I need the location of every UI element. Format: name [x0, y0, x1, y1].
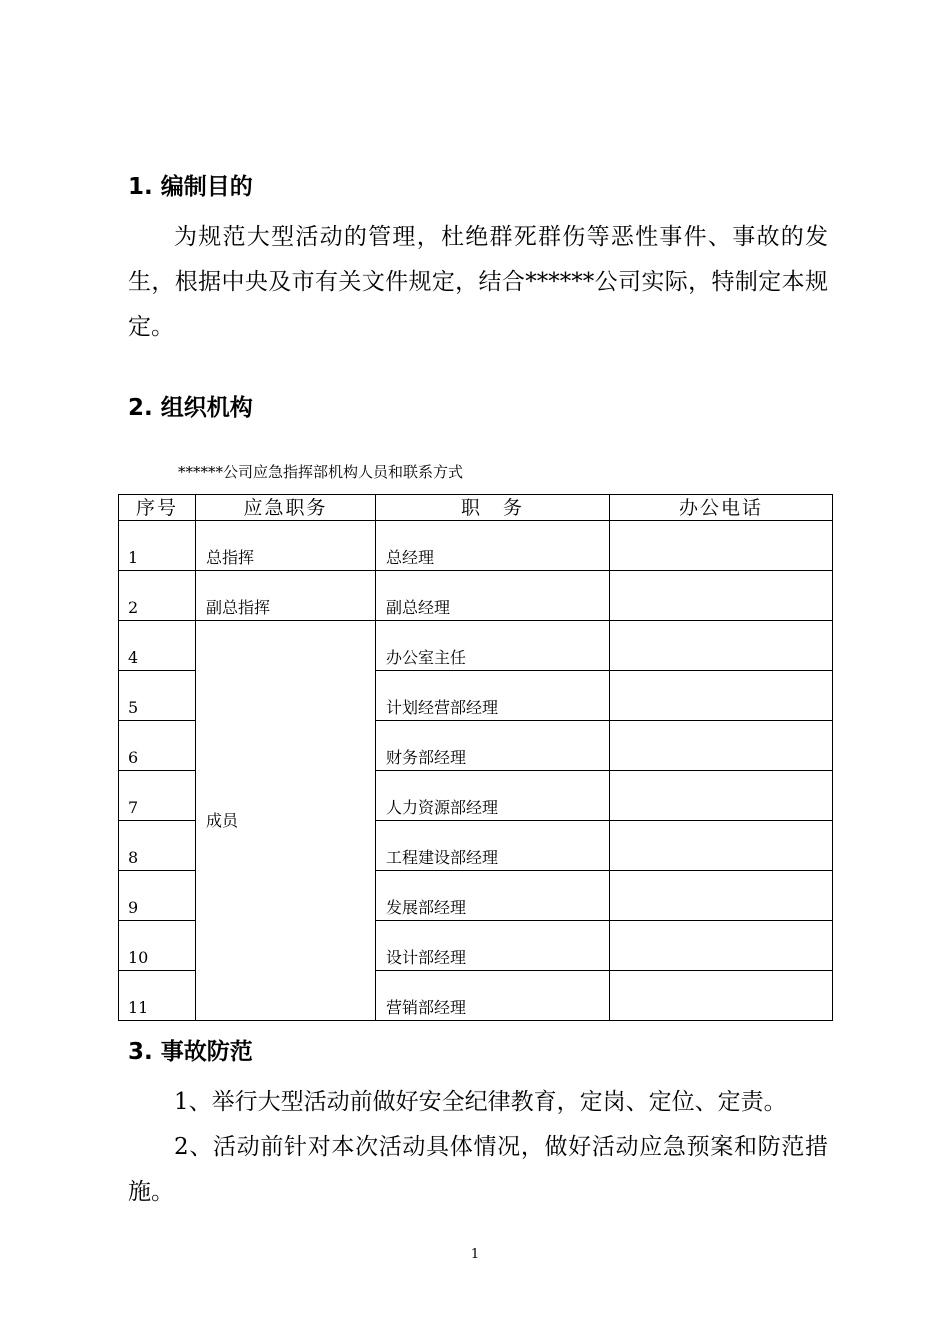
row-position: 人力资源部经理: [376, 771, 610, 821]
header-position: 职 务: [376, 495, 610, 521]
row-phone: [610, 621, 833, 671]
section-3-item-1: 1、举行大型活动前做好安全纪律教育，定岗、定位、定责。: [174, 1089, 787, 1115]
row-position: 总经理: [376, 521, 610, 571]
row-number: 9: [119, 871, 196, 921]
contact-table: [118, 494, 833, 1021]
row-number: 2: [119, 571, 196, 621]
row-phone: [610, 921, 833, 971]
row-phone: [610, 521, 833, 571]
row-number: 7: [119, 771, 196, 821]
row-number: 6: [119, 721, 196, 771]
table-row: [119, 521, 833, 571]
table-row: [119, 571, 833, 621]
section-1-paragraph: 为规范大型活动的管理，杜绝群死群伤等恶性事件、事故的发生，根据中央及市有关文件规定，结合******公司实际，特制定本规定。: [128, 224, 828, 340]
row-number: 8: [119, 821, 196, 871]
row-position: 工程建设部经理: [376, 821, 610, 871]
row-position: 计划经营部经理: [376, 671, 610, 721]
table-header-row: [119, 495, 833, 521]
section-1-heading: 1. 编制目的: [128, 174, 253, 200]
row-phone: [610, 771, 833, 821]
header-office-phone: 办公电话: [610, 495, 833, 521]
row-position: 营销部经理: [376, 971, 610, 1021]
row-position: 副总经理: [376, 571, 610, 621]
row-phone: [610, 871, 833, 921]
row-phone: [610, 821, 833, 871]
section-3-item-2: 2、活动前针对本次活动具体情况，做好活动应急预案和防范措施。: [128, 1134, 828, 1205]
table-caption: ******公司应急指挥部机构人员和联系方式: [178, 463, 464, 481]
row-position: 发展部经理: [376, 871, 610, 921]
row-number: 1: [119, 521, 196, 571]
row-role: 副总指挥: [196, 571, 376, 621]
row-role: 总指挥: [196, 521, 376, 571]
table-row: [119, 621, 833, 671]
row-number: 11: [119, 971, 196, 1021]
row-phone: [610, 971, 833, 1021]
row-phone: [610, 721, 833, 771]
header-emergency-role: 应急职务: [196, 495, 376, 521]
header-seq: 序号: [119, 495, 196, 521]
row-number: 4: [119, 621, 196, 671]
section-3-heading: 3. 事故防范: [128, 1039, 253, 1065]
page-number: 1: [470, 1247, 480, 1262]
row-phone: [610, 571, 833, 621]
row-number: 5: [119, 671, 196, 721]
row-position: 办公室主任: [376, 621, 610, 671]
row-position: 财务部经理: [376, 721, 610, 771]
row-phone: [610, 671, 833, 721]
row-position: 设计部经理: [376, 921, 610, 971]
row-role-members: 成员: [196, 621, 376, 1021]
section-2-heading: 2. 组织机构: [128, 395, 253, 421]
row-number: 10: [119, 921, 196, 971]
